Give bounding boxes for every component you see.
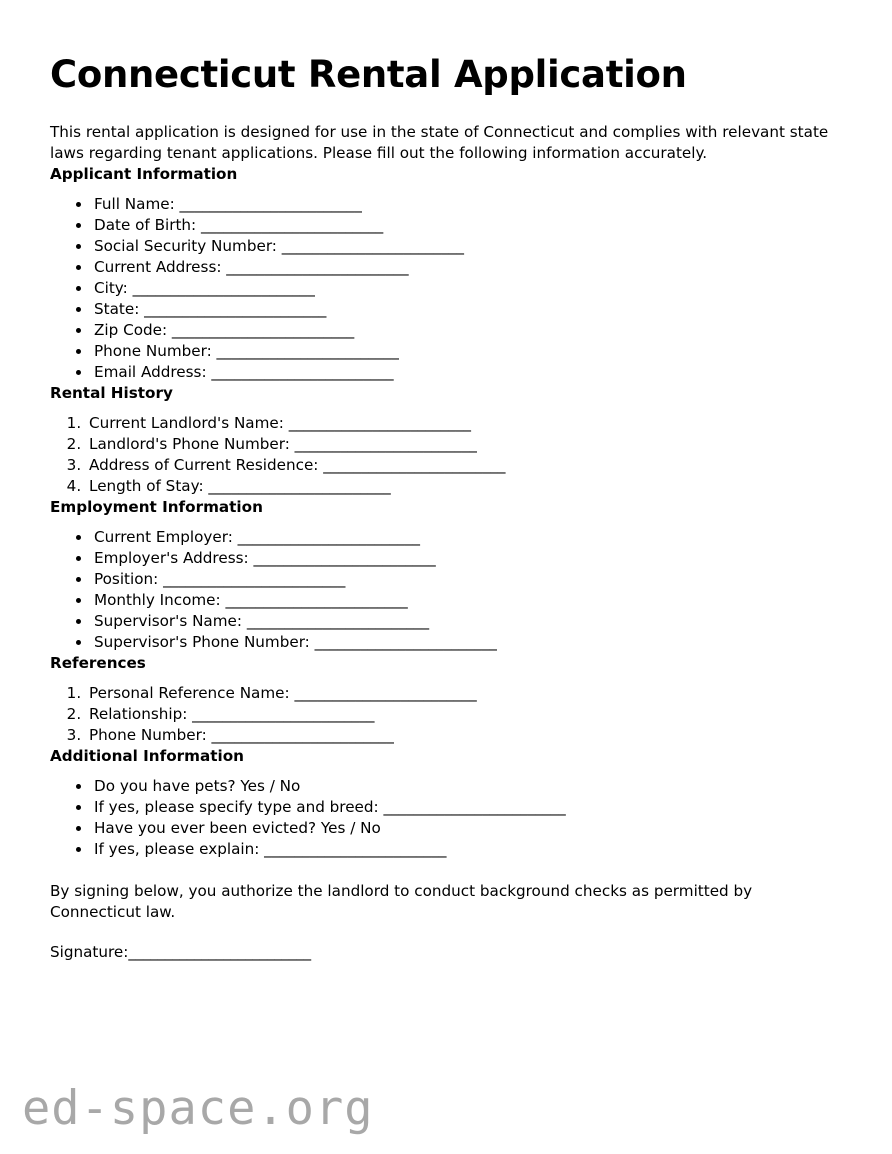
list-item: 2. Landlord's Phone Number: ________________________ <box>86 434 830 455</box>
signature-blank: _________________________ <box>128 943 311 961</box>
employment-information-field-list <box>50 527 830 653</box>
list-item: • Email Address: ________________________ <box>92 362 830 383</box>
page-title: Connecticut Rental Application <box>50 53 687 96</box>
consent-paragraph: By signing below, you authorize the landlord to conduct background checks as permitted by Connecticut law. <box>50 882 753 921</box>
list-item: • State: ________________________ <box>92 299 830 320</box>
list-item: • Social Security Number: ________________________ <box>92 236 830 257</box>
signature-line <box>50 942 830 963</box>
list-item: 1. Current Landlord's Name: ________________________ <box>86 413 830 434</box>
list-item: • Employer's Address: ________________________ <box>92 548 830 569</box>
rental-history-field-list <box>50 413 830 497</box>
section-heading-employment-information: Employment Information <box>50 498 263 516</box>
document-body <box>50 52 830 963</box>
signature-label: Signature: <box>50 943 129 961</box>
list-item: 1. Personal Reference Name: ________________________ <box>86 683 830 704</box>
list-item: 2. Relationship: ________________________ <box>86 704 830 725</box>
list-item: • Do you have pets? Yes / No <box>92 776 830 797</box>
list-item: • Phone Number: ________________________ <box>92 341 830 362</box>
list-item: • Have you ever been evicted? Yes / No <box>92 818 830 839</box>
list-item: • Date of Birth: ________________________ <box>92 215 830 236</box>
section-heading-references: References <box>50 654 146 672</box>
list-item: • Zip Code: ________________________ <box>92 320 830 341</box>
section-heading-rental-history: Rental History <box>50 384 173 402</box>
list-item: • Monthly Income: ________________________ <box>92 590 830 611</box>
list-item: 3. Address of Current Residence: ________________________ <box>86 455 830 476</box>
list-item: • If yes, please explain: ________________________ <box>92 839 830 860</box>
list-item: • Full Name: ________________________ <box>92 194 830 215</box>
list-item: • If yes, please specify type and breed: ________________________ <box>92 797 830 818</box>
additional-information-field-list <box>50 776 830 860</box>
intro-paragraph: This rental application is designed for use in the state of Connecticut and complies with relevant state laws regarding tenant applications. Please fill out the following information accurately. <box>50 123 829 162</box>
section-heading-applicant-information: Applicant Information <box>50 165 238 183</box>
list-item: • Supervisor's Phone Number: ________________________ <box>92 632 830 653</box>
watermark: ed-space.org <box>22 1081 374 1136</box>
list-item: • Current Employer: ________________________ <box>92 527 830 548</box>
list-item: 3. Phone Number: ________________________ <box>86 725 830 746</box>
list-item: 4. Length of Stay: ________________________ <box>86 476 830 497</box>
list-item: • City: ________________________ <box>92 278 830 299</box>
applicant-information-field-list <box>50 194 830 383</box>
references-field-list <box>50 683 830 746</box>
section-heading-additional-information: Additional Information <box>50 747 244 765</box>
list-item: • Supervisor's Name: ________________________ <box>92 611 830 632</box>
list-item: • Current Address: ________________________ <box>92 257 830 278</box>
list-item: • Position: ________________________ <box>92 569 830 590</box>
